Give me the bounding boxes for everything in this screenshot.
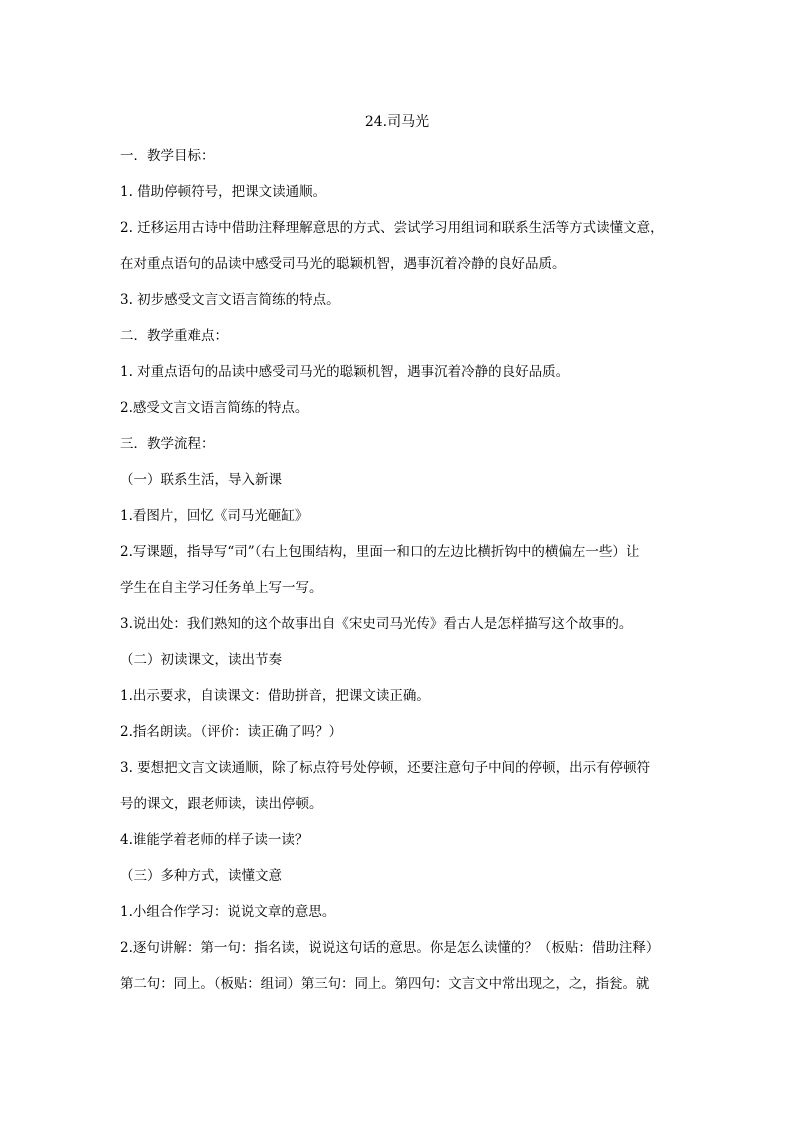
process-step-1-2-line-1: 2.写课题，指导写“司”（右上包围结构，里面一和口的左边比横折钩中的横偏左一些）让 xyxy=(120,544,640,560)
objective-item-3: 3. 初步感受文言文语言简练的特点。 xyxy=(120,292,340,308)
process-step-2-4: 4.谁能学着老师的样子读一读？ xyxy=(120,832,309,848)
key-point-item-1: 1. 对重点语句的品读中感受司马光的聪颖机智，遇事沉着冷静的良好品质。 xyxy=(120,364,570,380)
objective-item-1: 1. 借助停顿符号，把课文读通顺。 xyxy=(120,184,327,200)
process-step-3-2-line-1: 2.逐句讲解：第一句：指名读，说说这句话的意思。你是怎么读懂的？（板贴：借助注释） xyxy=(120,940,660,956)
process-step-2-2: 2.指名朗读。（评价：读正确了吗？） xyxy=(120,724,343,740)
section-heading-key-points: 二．教学重难点： xyxy=(120,328,228,344)
process-step-3-2-line-2: 第二句：同上。（板贴：组词）第三句：同上。第四句：文言文中常出现之，之，指瓮。就 xyxy=(120,976,650,992)
process-step-1-1: 1.看图片，回忆《司马光砸缸》 xyxy=(120,508,309,524)
process-subheading-2: （二）初读课文，读出节奏 xyxy=(120,652,282,668)
objective-item-2-line-1: 2. 迁移运用古诗中借助注释理解意思的方式、尝试学习用组词和联系生活等方式读懂文意， xyxy=(120,220,664,236)
process-step-2-3-line-1: 3. 要想把文言文读通顺，除了标点符号处停顿，还要注意句子中间的停顿，出示有停顿符 xyxy=(120,760,651,776)
document-title: 24.司马光 xyxy=(364,114,430,130)
process-step-1-2-line-2: 学生在自主学习任务单上写一写。 xyxy=(120,580,323,596)
process-step-2-1: 1.出示要求，自读课文：借助拼音，把课文读正确。 xyxy=(120,688,430,704)
process-step-2-3-line-2: 号的课文，跟老师读，读出停顿。 xyxy=(120,796,323,812)
process-subheading-3: （三）多种方式，读懂文意 xyxy=(120,868,282,884)
section-heading-objectives: 一．教学目标： xyxy=(120,148,215,164)
document-body xyxy=(120,146,675,1010)
objective-item-2-line-2: 在对重点语句的品读中感受司马光的聪颖机智，遇事沉着冷静的良好品质。 xyxy=(120,256,566,272)
process-step-1-3: 3.说出处：我们熟知的这个故事出自《宋史司马光传》看古人是怎样描写这个故事的。 xyxy=(120,616,633,632)
section-heading-process: 三．教学流程： xyxy=(120,436,215,452)
key-point-item-2: 2.感受文言文语言简练的特点。 xyxy=(120,400,309,416)
process-step-3-1: 1.小组合作学习：说说文章的意思。 xyxy=(120,904,336,920)
process-subheading-1: （一）联系生活，导入新课 xyxy=(120,472,282,488)
